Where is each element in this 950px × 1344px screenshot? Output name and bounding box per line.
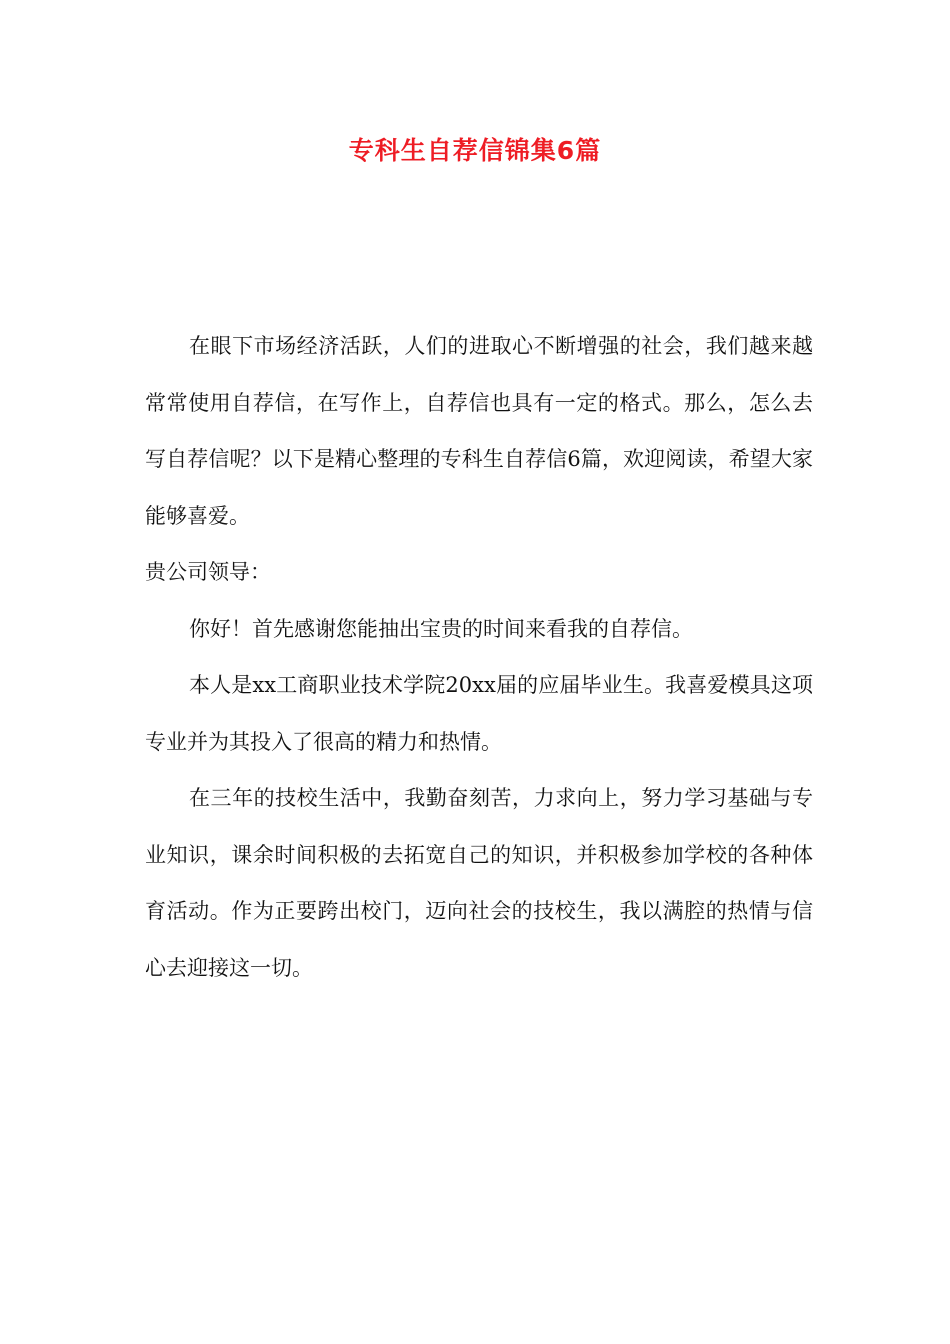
school-life-paragraph: 在三年的技校生活中，我勤奋刻苦，力求向上，努力学习基础与专业知识，课余时间积极的去拓宽自己的知识，并积极参加学校的各种体育活动。作为正要跨出校门，迈向社会的技校生，我以满腔的热情与信心去迎接这一切。: [145, 786, 813, 980]
document-title: 专科生自荐信锦集6篇: [348, 136, 602, 165]
intro-paragraph: 在眼下市场经济活跃，人们的进取心不断增强的社会，我们越来越常常使用自荐信，在写作上，自荐信也具有一定的格式。那么，怎么去写自荐信呢？以下是精心整理的专科生自荐信6篇，欢迎阅读，希望大家能够喜爱。: [145, 334, 813, 528]
self-introduction-paragraph: 本人是xx工商职业技术学院20xx届的应届毕业生。我喜爱模具这项专业并为其投入了很高的精力和热情。: [145, 673, 813, 754]
document-body: [145, 318, 813, 996]
greeting-paragraph: 你好！首先感谢您能抽出宝贵的时间来看我的自荐信。: [189, 616, 693, 641]
salutation: 贵公司领导：: [145, 560, 271, 584]
